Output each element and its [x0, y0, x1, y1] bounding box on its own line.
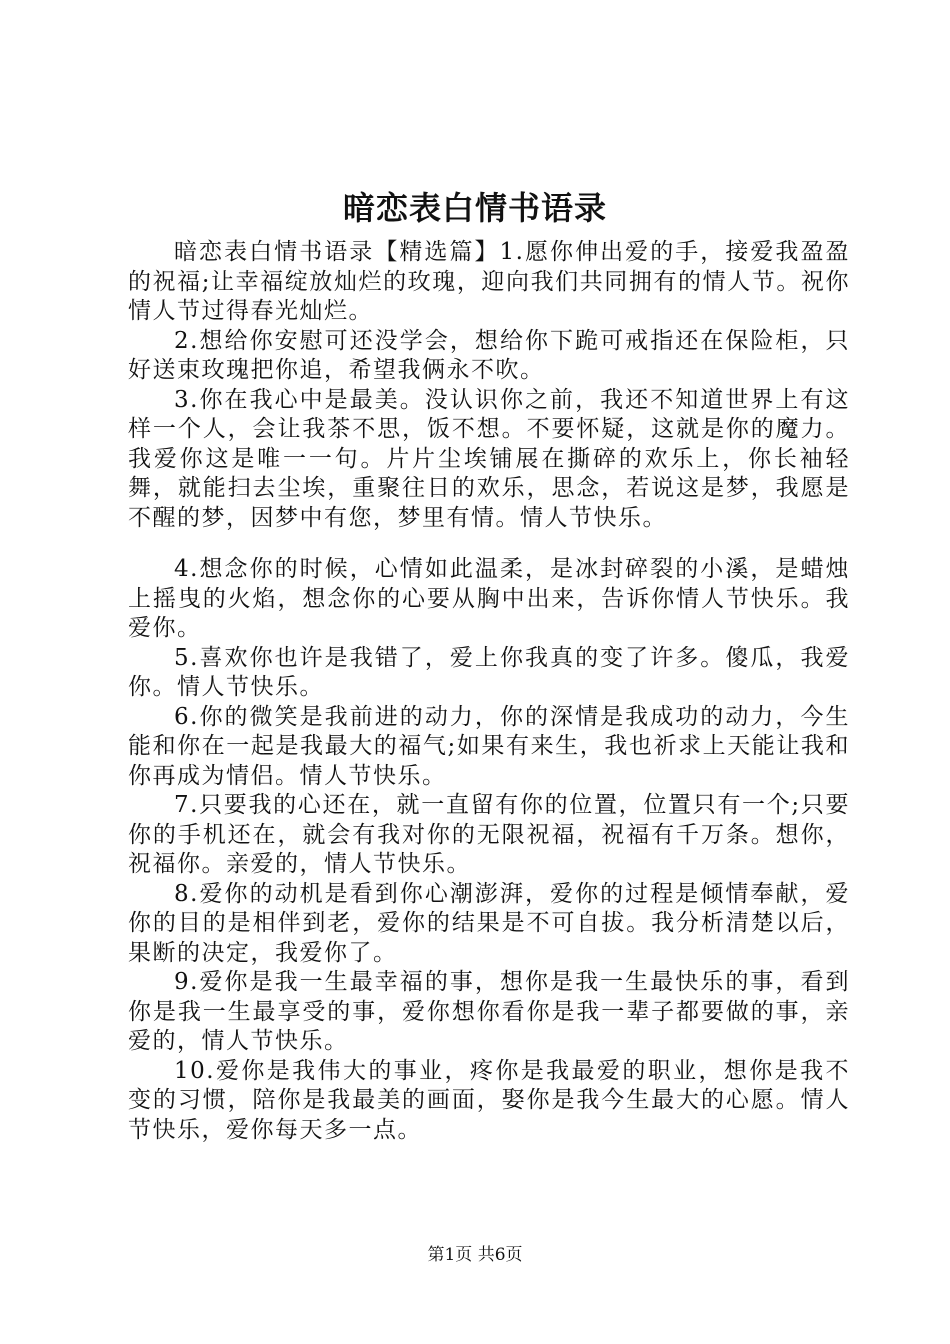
paragraph-3: 3.你在我心中是最美。没认识你之前，我还不知道世界上有这样一个人，会让我茶不思，饭不想。不要怀疑，这就是你的魔力。我爱你这是唯一一句。片片尘埃铺展在撕碎的欢乐上，你长袖轻舞，就能扫去尘埃，重聚往日的欢乐，思念，若说这是梦，我愿是不醒的梦，因梦中有您，梦里有情。情人节快乐。 [128, 386, 850, 531]
document-body [128, 238, 850, 1145]
paragraph-10: 10.爱你是我伟大的事业，疼你是我最爱的职业，想你是我不变的习惯，陪你是我最美的画面，娶你是我今生最大的心愿。情人节快乐，爱你每天多一点。 [128, 1057, 850, 1143]
paragraph-4: 4.想念你的时候，心情如此温柔，是冰封碎裂的小溪，是蜡烛上摇曳的火焰，想念你的心要从胸中出来，告诉你情人节快乐。我爱你。 [128, 556, 850, 641]
document-title: 暗恋表白情书语录 [342, 189, 607, 227]
paragraph-7: 7.只要我的心还在，就一直留有你的位置，位置只有一个;只要你的手机还在，就会有我对你的无限祝福，祝福有千万条。想你，祝福你。亲爱的，情人节快乐。 [128, 792, 850, 877]
paragraph-8: 8.爱你的动机是看到你心潮澎湃，爱你的过程是倾情奉献，爱你的目的是相伴到老，爱你的结果是不可自拔。我分析清楚以后，果断的决定，我爱你了。 [128, 880, 850, 966]
paragraph-9: 9.爱你是我一生最幸福的事，想你是我一生最快乐的事，看到你是我一生最享受的事，爱你想你看你是我一辈子都要做的事，亲爱的，情人节快乐。 [128, 969, 850, 1054]
page-footer: 第1页 共6页 [427, 1245, 523, 1265]
paragraph-2: 2.想给你安慰可还没学会，想给你下跪可戒指还在保险柜，只好送束玫瑰把你追，希望我俩永不吹。 [128, 327, 850, 383]
paragraph-5: 5.喜欢你也许是我错了，爱上你我真的变了许多。傻瓜，我爱你。情人节快乐。 [128, 644, 850, 700]
paragraph-1: 暗恋表白情书语录【精选篇】1.愿你伸出爱的手，接爱我盈盈的祝福;让幸福绽放灿烂的玫瑰，迎向我们共同拥有的情人节。祝你情人节过得春光灿烂。 [128, 239, 850, 324]
paragraph-6: 6.你的微笑是我前进的动力，你的深情是我成功的动力，今生能和你在一起是我最大的福气;如果有来生，我也祈求上天能让我和你再成为情侣。情人节快乐。 [128, 703, 850, 789]
